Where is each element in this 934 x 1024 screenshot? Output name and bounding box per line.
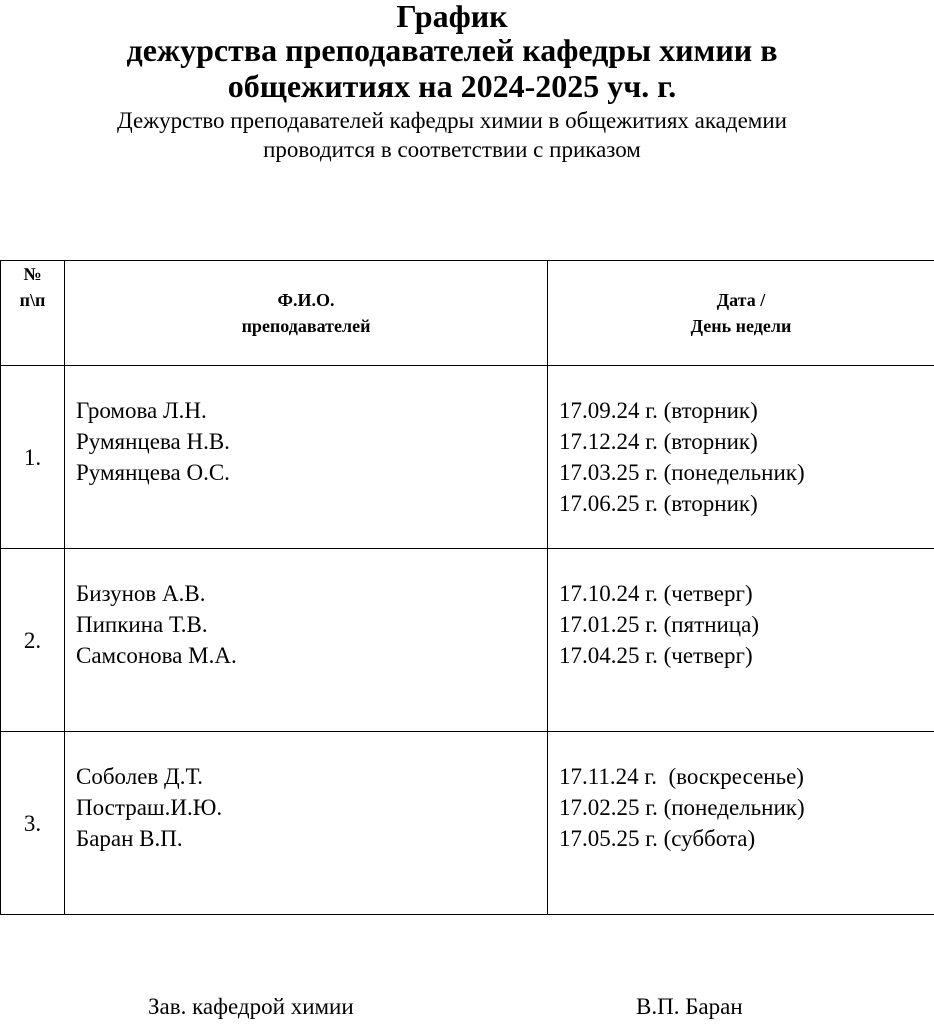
teacher-name: Румянцева О.С. bbox=[76, 460, 230, 485]
duty-date: 17.09.24 г. (вторник) bbox=[559, 398, 758, 423]
document-subtitle-line-1: дежурства преподавателей кафедры химии в bbox=[126, 32, 778, 68]
header-date-line-1: Дата / bbox=[716, 290, 766, 310]
table-row bbox=[1, 366, 934, 549]
duty-dates-cell bbox=[548, 732, 934, 915]
footer-position-title: Зав. кафедрой химии bbox=[148, 994, 354, 1019]
duty-date: 17.12.24 г. (вторник) bbox=[559, 429, 758, 454]
footer-signatory: В.П. Баран bbox=[636, 994, 743, 1019]
document-header bbox=[0, 0, 904, 164]
header-name bbox=[65, 261, 548, 366]
header-date-line-2: День недели bbox=[690, 316, 792, 336]
teacher-name: Пипкина Т.В. bbox=[76, 612, 208, 637]
header-number-line-1: № bbox=[23, 264, 42, 284]
header-name-line-2: преподавателей bbox=[241, 316, 371, 336]
table-header-row bbox=[1, 261, 934, 366]
document-subtitle-line-2: общежитиях на 2024-2025 уч. г. bbox=[227, 68, 677, 104]
table-row bbox=[1, 549, 934, 732]
row-number: 1. bbox=[1, 366, 65, 549]
document-note-line-1: Дежурство преподавателей кафедры химии в общежитиях академии bbox=[117, 108, 787, 133]
teacher-name: Самсонова М.А. bbox=[76, 643, 237, 668]
duty-date: 17.03.25 г. (понедельник) bbox=[559, 460, 805, 485]
table-row bbox=[1, 732, 934, 915]
header-number-line-2: п\п bbox=[19, 290, 46, 310]
header-number bbox=[1, 261, 65, 366]
duty-date: 17.05.25 г. (суббота) bbox=[559, 826, 756, 851]
row-number: 2. bbox=[1, 549, 65, 732]
header-name-line-1: Ф.И.О. bbox=[277, 290, 335, 310]
duty-date: 17.11.24 г. (воскресенье) bbox=[559, 764, 804, 789]
teacher-names-cell bbox=[65, 549, 548, 732]
teacher-name: Постраш.И.Ю. bbox=[76, 795, 223, 820]
teacher-name: Румянцева Н.В. bbox=[76, 429, 230, 454]
teacher-name: Громова Л.Н. bbox=[76, 398, 207, 423]
teacher-names-cell bbox=[65, 732, 548, 915]
document-note-line-2: проводится в соответствии с приказом bbox=[263, 137, 641, 162]
row-number: 3. bbox=[1, 732, 65, 915]
teacher-names-cell bbox=[65, 366, 548, 549]
duty-date: 17.06.25 г. (вторник) bbox=[559, 491, 758, 516]
duty-date: 17.01.25 г. (пятница) bbox=[559, 612, 759, 637]
teacher-name: Бизунов А.В. bbox=[76, 581, 206, 606]
duty-date: 17.10.24 г. (четверг) bbox=[559, 581, 753, 606]
duty-date: 17.02.25 г. (понедельник) bbox=[559, 795, 805, 820]
duty-date: 17.04.25 г. (четверг) bbox=[559, 643, 753, 668]
duty-dates-cell bbox=[548, 549, 934, 732]
header-date bbox=[548, 261, 934, 366]
duty-dates-cell bbox=[548, 366, 934, 549]
teacher-name: Баран В.П. bbox=[76, 826, 183, 851]
document-title: График bbox=[396, 0, 508, 34]
duty-schedule-table bbox=[0, 260, 934, 915]
teacher-name: Соболев Д.Т. bbox=[76, 764, 203, 789]
